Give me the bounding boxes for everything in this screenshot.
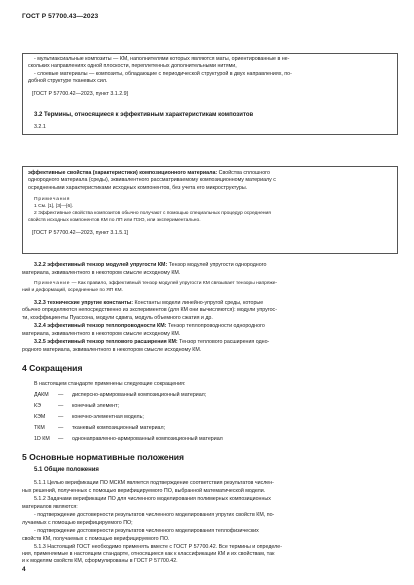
- para-5-1-1-line2: ных решений, полученных с помощью верифицируемого ПО, выбранной математической модели.: [22, 488, 266, 494]
- term-3-2-2-note: [34, 281, 398, 288]
- page-number: 4: [22, 566, 26, 573]
- para-5-1-3-line3: и к моделям свойств КМ, сформулированы в ГОСТ Р 57700.42.: [22, 558, 178, 564]
- para-5-1-2-line5: - подтверждение достоверности результатов численного моделирования теплофизических: [34, 528, 259, 534]
- box1-reference: [ГОСТ Р 57700.42—2023, пункт 3.1.2.9]: [32, 91, 129, 97]
- term-number-3-2-1: 3.2.1: [34, 124, 46, 130]
- abbreviation-value: конечно-элементная модель;: [72, 414, 144, 420]
- term-3-2-5: 3.2.5 эффективный тензор теплового расширения КМ:: [34, 339, 178, 345]
- abbreviation-dash: —: [58, 436, 64, 442]
- note-1: 1 См. [1], [3]—[6].: [34, 204, 73, 209]
- section-4-intro: В настоящем стандарте применены следующие сокращения:: [34, 381, 186, 387]
- abbreviation-key: ТКМ: [34, 425, 45, 431]
- abbreviation-key: КЭ: [34, 403, 41, 409]
- term-3-2-2: 3.2.2 эффективный тензор модулей упругости КМ:: [34, 262, 168, 268]
- para-5-1-1-line1: 5.1.1 Целью верификации ПО МСКМ является подтверждение соответствия результатов числен-: [34, 480, 274, 486]
- definition-3-2-1-line2: однородного материала (среды), эквивалентного рассматриваемому композиционному материалу с: [28, 177, 276, 183]
- term-3-2-2-line2: материала, эквивалентного в некотором смысле исходному КМ.: [22, 270, 181, 276]
- term-3-2-5-def: Тензор теплового расширения одно-: [177, 339, 270, 345]
- term-3-2-4: 3.2.4 эффективный тензор теплопроводности КМ:: [34, 323, 167, 329]
- abbreviation-value: однонаправленно-армированный композиционный материал: [72, 436, 223, 442]
- para-5-1-2-line2: материалов являются:: [22, 504, 78, 510]
- abbreviation-value: тканевый композиционный материал;: [72, 425, 166, 431]
- box1-line3: - слоевые материалы — композиты, обладающие с периодической структурой в двух направлениях, по-: [34, 71, 292, 77]
- term-3-2-4-line1: [34, 323, 398, 330]
- para-5-1-2-line3: - подтверждение достоверности результатов численного моделирования упругих свойств КМ, по-: [34, 512, 275, 518]
- abbreviation-dash: —: [58, 425, 64, 431]
- abbreviation-value: дисперсно-армированный композиционный материал;: [72, 392, 207, 398]
- term-3-2-2-def: Тензор модулей упругости однородного: [167, 262, 267, 268]
- section-5-1-heading: 5.1 Общие положения: [34, 467, 99, 473]
- section-3-2-heading: 3.2 Термины, относящиеся к эффективным характеристикам композитов: [34, 112, 254, 118]
- box2-reference: [ГОСТ Р 57700.42—2023, пункт 3.1.5.1]: [32, 230, 129, 236]
- box1-line1: - мультиаксиальные композиты — КМ, наполнителями которых являются маты, ориентированные в не-: [34, 56, 290, 62]
- section-4-heading: 4 Сокращения: [22, 363, 83, 373]
- section-5-heading: 5 Основные нормативные положения: [22, 452, 185, 462]
- box1-line4: добной структуре тканевых сил.: [28, 78, 108, 84]
- definition-start: Свойства сплошного: [217, 170, 270, 176]
- term-3-2-2-note-line2: ний и деформаций, осредненные по ЯП КМ.: [22, 288, 123, 293]
- note-text: — Как правило, эффективный тензор модулей упругости КМ связывает тензоры напряже-: [70, 281, 278, 286]
- para-5-1-2-line4: лучаемых с помощью верифицируемого ПО;: [22, 520, 133, 526]
- term-3-2-3-line2: обычно определяются непосредственно из экспериментов (для КМ они вычисляются): модули упругос-: [22, 307, 277, 313]
- note-2-line2: свойств исходных компонентов КМ по ЛП или ПЭО, или экспериментально.: [28, 218, 201, 223]
- term-3-2-3-def: Константы модели линейно-упругой среды, которые: [133, 300, 264, 306]
- abbreviation-dash: —: [58, 392, 64, 398]
- term-effective-properties: эффективные свойства (характеристики) композиционного материала:: [28, 170, 218, 176]
- para-5-1-3-line1: 5.1.3 Настоящий ГОСТ необходимо применять вместе с ГОСТ Р 57700.42. Все термины и определе-: [34, 544, 282, 550]
- para-5-1-2-line1: 5.1.2 Задачами верификации ПО для численного моделирования полимерных композиционных: [34, 496, 271, 502]
- term-3-2-3: 3.2.3 технические упругие константы:: [34, 300, 134, 306]
- abbreviation-value: конечный элемент;: [72, 403, 119, 409]
- term-3-2-3-line3: ти, коэффициенты Пуассона, модули сдвига, модуль объемного сжатия и др.: [22, 315, 213, 321]
- para-5-1-2-line6: свойств КМ, получаемых с помощью верифицируемого ПО.: [22, 536, 170, 542]
- box1-line2: скольких направлениях одной плоскости, переплетенных дополнительными нитями,: [28, 63, 237, 69]
- abbreviation-key: 1D КМ: [34, 436, 50, 442]
- term-3-2-4-def: Тензор теплопроводности однородного: [166, 323, 265, 329]
- notes-title: Примечания: [34, 197, 71, 202]
- abbreviation-key: ДАКМ: [34, 392, 49, 398]
- term-3-2-5-line2: родного материала, эквивалентного в некотором смысле исходному КМ.: [22, 347, 202, 353]
- term-3-2-5-line1: [34, 339, 398, 346]
- page-header: ГОСТ Р 57700.43—2023: [22, 13, 99, 20]
- abbreviation-key: КЭМ: [34, 414, 46, 420]
- abbreviation-dash: —: [58, 414, 64, 420]
- term-3-2-2-line1: [34, 262, 398, 269]
- abbreviation-dash: —: [58, 403, 64, 409]
- note-2-line1: 2 Эффективные свойства композитов обычно получают с помощью специальных процедур осреднения: [34, 211, 271, 216]
- term-3-2-4-line2: материала, эквивалентного в некотором смысле исходному КМ.: [22, 331, 181, 337]
- para-5-1-3-line2: ния, применяемые в настоящем стандарте, относящиеся как к классификации КМ и их свойствам, так: [22, 551, 275, 557]
- definition-3-2-1-line3: осредненными характеристиками исходных компонентов, без учета его микроструктуры.: [28, 185, 248, 191]
- note-label: Примечание: [34, 281, 71, 286]
